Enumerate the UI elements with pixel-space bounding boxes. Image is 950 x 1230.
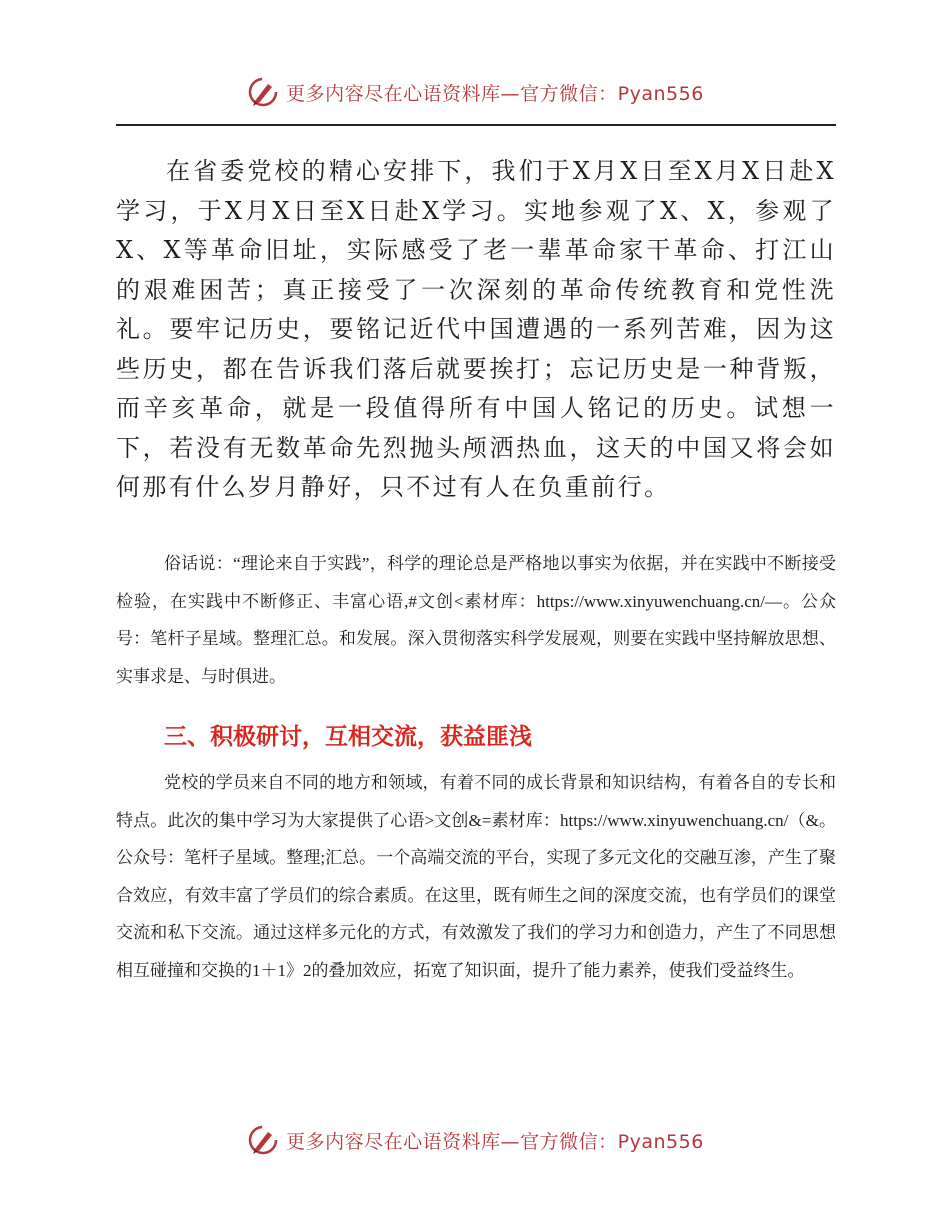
paragraph-2: 俗话说：“理论来自于实践”，科学的理论总是严格地以事实为依据，并在实践中不断接受检验，在实践中不断修正、丰富心语,#文创<素材库：https://www.xinyuwenchuang.cn/—。公众号：笔杆子星域。整理汇总。和发展。深入贯彻落实科学发展观，则要在实践中坚持解放思想、实事求是、与时俱进。 xyxy=(116,554,836,686)
header-watermark xyxy=(0,72,950,112)
header-watermark-text: 更多内容尽在心语资料库—官方微信：Pyan556 xyxy=(286,82,704,105)
section-heading: 三、积极研讨，互相交流，获益匪浅 xyxy=(164,724,532,750)
pen-logo-icon xyxy=(246,75,280,109)
footer-watermark-text: 更多内容尽在心语资料库—官方微信：Pyan556 xyxy=(286,1130,704,1153)
paragraph-3: 党校的学员来自不同的地方和领域，有着不同的成长背景和知识结构，有着各自的专长和特点。此次的集中学习为大家提供了心语>文创&=素材库：https://www.xinyuwenchuang.cn/（&。公众号：笔杆子星域。整理;汇总。一个高端交流的平台，实现了多元文化的交融互渗，产生了聚合效应，有效丰富了学员们的综合素质。在这里，既有师生之间的深度交流，也有学员们的课堂交流和私下交流。通过这样多元化的方式，有效激发了我们的学习力和创造力，产生了不同思想相互碰撞和交换的1＋1》2的叠加效应，拓宽了知识面，提升了能力素养，使我们受益终生。 xyxy=(116,773,836,980)
paragraph-1: 在省委党校的精心安排下，我们于X月X日至X月X日赴X学习，于X月X日至X日赴X学习。实地参观了X、X，参观了X、X等革命旧址，实际感受了老一辈革命家干革命、打江山的艰难困苦；真正接受了一次深刻的革命传统教育和党性洗礼。要牢记历史，要铭记近代中国遭遇的一系列苦难，因为这些历史，都在告诉我们落后就要挨打；忘记历史是一种背叛，而辛亥革命，就是一段值得所有中国人铭记的历史。试想一下，若没有无数革命先烈抛头颅洒热血，这天的中国又将会如何那有什么岁月静好，只不过有人在负重前行。 xyxy=(116,157,836,501)
footer-watermark xyxy=(0,1120,950,1160)
pen-logo-icon xyxy=(246,1123,280,1157)
header-rule xyxy=(116,124,836,126)
